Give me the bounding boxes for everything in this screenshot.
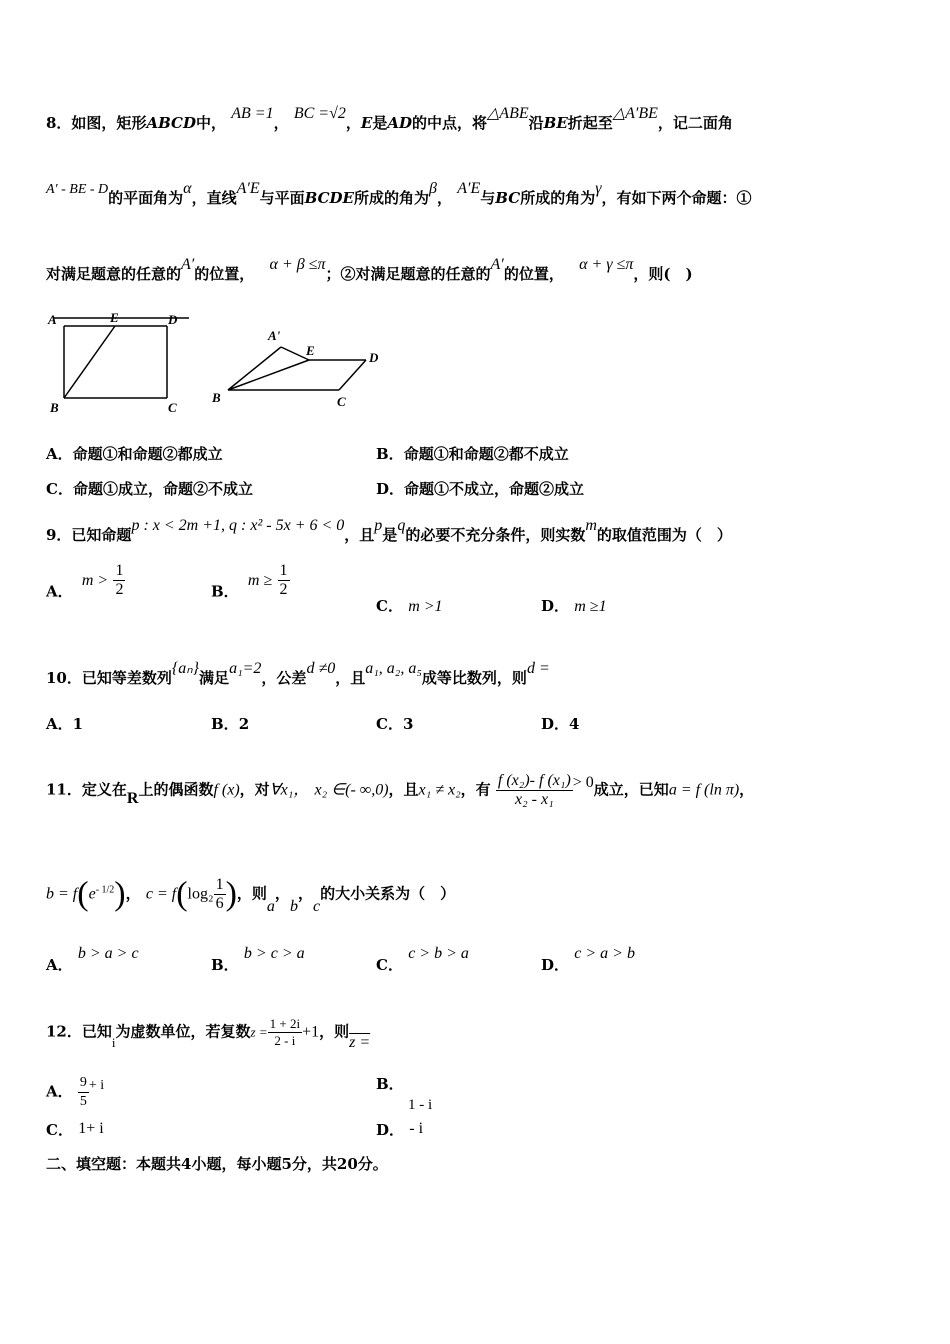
- text: ，: [297, 884, 313, 903]
- paren: (: [77, 875, 89, 913]
- option-key: A．: [46, 1082, 73, 1101]
- math: b: [289, 897, 298, 915]
- math: log₂: [187, 885, 214, 903]
- text: 的位置，: [194, 265, 255, 283]
- text: 与平面: [259, 189, 305, 207]
- label-A-prime: A': [268, 328, 281, 343]
- q8-line3: [46, 256, 693, 285]
- option-key: B．: [376, 445, 404, 463]
- text: 9．已知命题: [46, 526, 132, 544]
- q12-option-a[interactable]: [46, 1074, 104, 1111]
- q12-stem: [46, 1016, 370, 1049]
- text: 成立，已知: [593, 780, 669, 799]
- denominator: 2: [115, 581, 124, 598]
- q11-option-a[interactable]: [46, 945, 139, 976]
- text: 的必要不充分条件，则实数: [405, 526, 586, 544]
- q11-option-b[interactable]: [211, 945, 305, 976]
- option-key: D．: [541, 597, 570, 615]
- math: A′: [490, 256, 504, 273]
- math: m >1: [408, 598, 443, 615]
- text: ，且: [344, 526, 375, 544]
- fraction: [268, 1016, 302, 1049]
- text: BE: [543, 114, 568, 132]
- math: AB =1: [231, 105, 274, 122]
- q11-option-d[interactable]: [541, 945, 635, 976]
- option-key: C．: [376, 597, 403, 615]
- math: q: [397, 517, 406, 534]
- option-key: A．: [46, 956, 73, 974]
- q10-option-a[interactable]: [46, 714, 83, 734]
- text: 的中点，将: [411, 114, 487, 132]
- math: d ≠0: [306, 660, 336, 677]
- math: γ: [595, 180, 602, 197]
- math: △A′BE: [612, 105, 658, 122]
- math: c > b > a: [408, 945, 469, 962]
- option-key: C．: [46, 480, 73, 498]
- text: 10．已知等差数列: [46, 669, 172, 687]
- q10-option-d[interactable]: [541, 714, 579, 734]
- text: 是: [382, 526, 398, 544]
- math: z =: [250, 1024, 268, 1040]
- text: 成等比数列，则: [421, 669, 527, 687]
- text: 所成的角为: [520, 189, 596, 207]
- math: b > c > a: [243, 945, 305, 962]
- text: 上的偶函数: [138, 780, 214, 799]
- math: α: [183, 180, 192, 197]
- label-B: B: [212, 390, 221, 405]
- text: 所成的角为: [354, 189, 430, 207]
- denominator: 5: [79, 1094, 87, 1109]
- q8-line1: 8．如图，矩形ABCD中， AB =1， BC =√2，E是AD的中点，将△ABE沿BE折起至△A′BE，记二面角: [46, 105, 733, 132]
- text: ；②对满足题意的任意的: [325, 265, 491, 283]
- text: ，: [125, 884, 141, 903]
- text: 与: [480, 189, 496, 207]
- option-text: 4: [569, 715, 580, 733]
- numerator: 1: [215, 876, 224, 893]
- section-heading: 二、填空题：本题共4小题，每小题5分，共20分。: [46, 1155, 388, 1173]
- option-key: C．: [376, 956, 403, 974]
- text: ，记二面角: [657, 114, 733, 132]
- math: m ≥: [247, 571, 273, 589]
- math: d =: [526, 660, 550, 677]
- text: 为虚数单位，若复数: [115, 1022, 251, 1041]
- text: ABCD: [146, 114, 196, 132]
- math: a₁, a₂, a₅: [365, 660, 422, 677]
- text: ，有: [460, 780, 491, 799]
- rectangle-figure: [44, 308, 194, 418]
- label-D: D: [168, 312, 178, 327]
- text: ，直线: [191, 189, 237, 207]
- math: a₁=2: [229, 660, 262, 677]
- option-text: 命题①成立，命题②不成立: [72, 480, 253, 498]
- q11-stem-line1: [46, 772, 754, 809]
- option-key: D．: [541, 956, 570, 974]
- text: 的取值范围为（ ）: [596, 526, 732, 544]
- text: ，且: [388, 780, 419, 799]
- text: 对满足题意的任意的: [46, 265, 182, 283]
- math: △ABE: [487, 105, 529, 122]
- fraction: [113, 562, 125, 599]
- option-key: A．: [46, 582, 73, 601]
- option-key: D．: [376, 480, 405, 498]
- math: + i: [88, 1077, 105, 1093]
- text: E: [360, 114, 373, 132]
- math: a = f (ln π): [668, 781, 740, 799]
- text: 满足: [199, 669, 230, 687]
- q10-option-b[interactable]: [211, 714, 249, 734]
- numerator: 9: [79, 1075, 87, 1090]
- text: BC: [495, 189, 521, 207]
- numerator: f (x₂)- f (x₁): [497, 772, 571, 789]
- q8-option-a[interactable]: [46, 444, 223, 464]
- text: ，则: [236, 884, 267, 903]
- math: α + γ ≤π: [579, 256, 634, 273]
- denominator: 6: [215, 895, 224, 912]
- math: {aₙ}: [171, 660, 200, 677]
- math: x₂ ∈(- ∞,0): [314, 781, 389, 799]
- math: 1+ i: [78, 1120, 104, 1137]
- label-A: A: [48, 312, 57, 327]
- option-key: C．: [46, 1121, 73, 1139]
- text: 的大小关系为（ ）: [320, 884, 456, 903]
- q8-option-d[interactable]: [376, 479, 584, 499]
- text: ，对: [239, 780, 270, 799]
- paren: (: [176, 875, 188, 913]
- q9-option-d[interactable]: [541, 596, 607, 617]
- math: x₁ ≠ x₂: [418, 781, 461, 799]
- math: e: [88, 885, 96, 903]
- option-key: A．: [46, 445, 73, 463]
- q10-option-c[interactable]: [376, 714, 413, 734]
- q9-option-a[interactable]: [46, 562, 125, 611]
- option-key: A．: [46, 715, 73, 733]
- label-E: E: [306, 343, 315, 358]
- option-key: B．: [211, 582, 239, 601]
- math: i: [111, 1034, 116, 1050]
- label-E: E: [110, 310, 119, 325]
- label-D: D: [369, 350, 379, 365]
- denominator: 2 - i: [274, 1033, 296, 1048]
- math: A′E: [457, 180, 481, 197]
- denominator: x₂ - x₁: [515, 791, 554, 808]
- q9-stem: [46, 517, 732, 546]
- text: 8．如图，矩形: [46, 114, 147, 132]
- math: +1: [302, 1023, 320, 1041]
- paren: ): [225, 875, 237, 913]
- label-B: B: [50, 400, 59, 415]
- math: BC =√2: [293, 105, 346, 122]
- math: 1 - i: [408, 1097, 433, 1113]
- label-C: C: [168, 400, 177, 415]
- fraction: [278, 562, 290, 599]
- text: ，: [345, 114, 361, 132]
- text: ，则: [319, 1022, 350, 1041]
- q12-option-c[interactable]: [46, 1120, 104, 1141]
- q12-option-b[interactable]: [376, 1074, 432, 1115]
- option-key: B．: [376, 1075, 404, 1093]
- text: ，: [436, 189, 452, 207]
- math: A′ - BE - D: [46, 182, 109, 197]
- math: > 0: [572, 773, 594, 791]
- option-text: 命题①和命题②都成立: [72, 445, 223, 463]
- q8-line2: [46, 180, 752, 210]
- text: 11．定义在: [46, 780, 127, 799]
- text: ，: [739, 780, 755, 799]
- math: m ≥1: [574, 598, 607, 615]
- text: 12．已知: [46, 1022, 112, 1041]
- math: m: [585, 517, 597, 534]
- math: R: [126, 789, 139, 807]
- q9-option-c[interactable]: [376, 596, 443, 617]
- text: 的位置，: [503, 265, 564, 283]
- math: z =: [349, 1033, 371, 1051]
- option-text: 命题①不成立，命题②成立: [404, 480, 585, 498]
- math: ∀x₁，: [269, 781, 310, 799]
- text: ，则( ): [633, 265, 693, 283]
- math: A′: [181, 256, 195, 273]
- text: AD: [387, 114, 412, 132]
- folded-figure: [206, 322, 386, 412]
- option-text: 2: [238, 715, 250, 733]
- math: a: [266, 897, 275, 915]
- paren: ): [114, 875, 126, 913]
- text: 是: [372, 114, 388, 132]
- numerator: 1 + 2i: [269, 1016, 301, 1031]
- text: BCDE: [304, 189, 354, 207]
- text: ，且: [335, 669, 366, 687]
- math-exponent: - 1/2: [95, 884, 115, 896]
- math: - i: [409, 1120, 424, 1137]
- q9-option-b[interactable]: [211, 562, 290, 611]
- numerator: 1: [115, 562, 124, 579]
- q10-stem: [46, 660, 550, 689]
- text: ，公差: [261, 669, 307, 687]
- q8-option-c[interactable]: [46, 479, 253, 499]
- fraction: [496, 772, 573, 809]
- math: m >: [81, 571, 109, 589]
- option-key: D．: [376, 1121, 405, 1139]
- option-key: C．: [376, 715, 403, 733]
- math: c: [312, 897, 321, 915]
- math: b = f: [46, 885, 78, 903]
- text: 折起至: [567, 114, 613, 132]
- math: β: [429, 180, 437, 197]
- option-text: 3: [402, 715, 414, 733]
- q12-option-d[interactable]: [376, 1120, 423, 1141]
- q11-stem-line2: [46, 876, 455, 913]
- text: 沿: [528, 114, 544, 132]
- text: ，有如下两个命题：①: [601, 189, 752, 207]
- math: f (x): [213, 781, 240, 799]
- option-key: B．: [211, 956, 239, 974]
- math: p: [374, 517, 383, 534]
- math: α + β ≤π: [269, 256, 326, 273]
- text: 的平面角为: [108, 189, 184, 207]
- fraction: [78, 1074, 89, 1111]
- math: p : x < 2m +1, q : x² - 5x + 6 < 0: [131, 517, 345, 534]
- text: ，: [274, 884, 290, 903]
- option-text: 命题①和命题②都不成立: [403, 445, 569, 463]
- math: b > a > c: [77, 945, 139, 962]
- option-key: B．: [211, 715, 239, 733]
- q11-option-c[interactable]: [376, 945, 469, 976]
- label-C: C: [337, 394, 346, 409]
- text: 中，: [196, 114, 227, 132]
- math: A′E: [236, 180, 260, 197]
- math: c > a > b: [574, 945, 635, 962]
- option-key: D．: [541, 715, 570, 733]
- denominator: 2: [279, 581, 288, 598]
- option-text: 1: [72, 715, 84, 733]
- math: c = f: [145, 885, 177, 903]
- q8-option-b[interactable]: [376, 444, 569, 464]
- numerator: 1: [279, 562, 288, 579]
- fraction: [214, 876, 226, 913]
